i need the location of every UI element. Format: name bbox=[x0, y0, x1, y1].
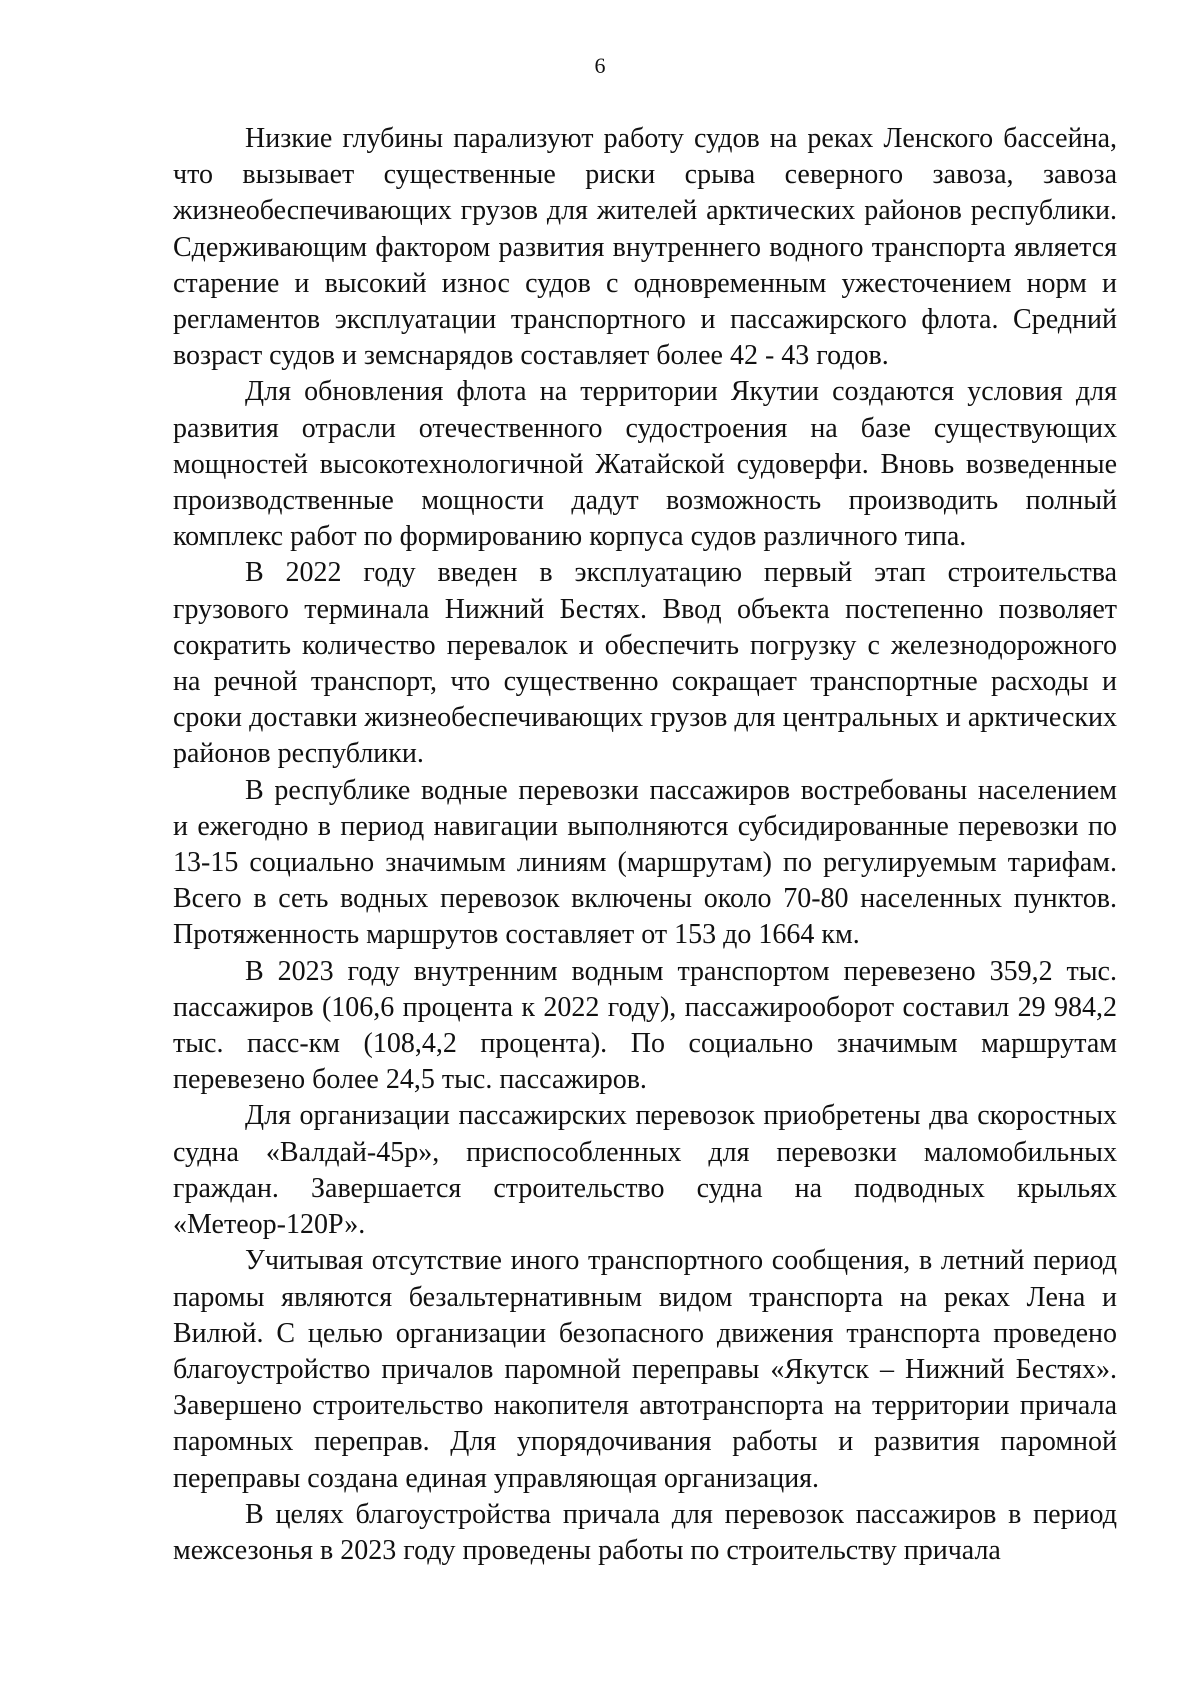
paragraph: В 2022 году введен в эксплуатацию первый этап строительства грузового терминала Нижний Бестях. Ввод объекта постепенно позволяет сократить количество перевалок и обеспечить погрузку с железнодорожного на речной транспорт, что существенно сокращает транспортные расходы и сроки доставки жизнеобеспечивающих грузов для центральных и арктических районов республики. bbox=[173, 557, 1117, 770]
paragraph: Для обновления флота на территории Якутии создаются условия для развития отрасли отечественного судостроения на базе существующих мощностей высокотехнологичной Жатайской судоверфи. Вновь возведенные производственные мощности дадут возможность производить полный комплекс работ по формированию корпуса судов различного типа. bbox=[173, 376, 1117, 553]
paragraph: В целях благоустройства причала для перевозок пассажиров в период межсезонья в 2023 году проведены работы по строительству причала bbox=[173, 1498, 1117, 1566]
body-text bbox=[173, 121, 1117, 1569]
paragraph: В 2023 году внутренним водным транспортом перевезено 359,2 тыс. пассажиров (106,6 процента к 2022 году), пассажирооборот составил 29 984,2 тыс. пасс-км (108,4,2 процента). По социально значимым маршрутам перевезено более 24,5 тыс. пассажиров. bbox=[173, 955, 1117, 1096]
page-number: 6 bbox=[594, 53, 606, 78]
paragraph: Учитывая отсутствие иного транспортного сообщения, в летний период паромы являются безальтернативным видом транспорта на реках Лена и Вилюй. С целью организации безопасного движения транспорта проведено благоустройство причалов паромной переправы «Якутск – Нижний Бестях». Завершено строительство накопителя автотранспорта на территории причала паромных переправ. Для упорядочивания работы и развития паромной переправы создана единая управляющая организация. bbox=[173, 1245, 1117, 1494]
paragraph: Для организации пассажирских перевозок приобретены два скоростных судна «Валдай-45р», приспособленных для перевозки маломобильных граждан. Завершается строительство судна на подводных крыльях «Метеор-120Р». bbox=[173, 1100, 1117, 1241]
paragraph: В республике водные перевозки пассажиров востребованы населением и ежегодно в период навигации выполняются субсидированные перевозки по 13-15 социально значимым линиям (маршрутам) по регулируемым тарифам. Всего в сеть водных перевозок включены около 70-80 населенных пунктов. Протяженность маршрутов составляет от 153 до 1664 км. bbox=[173, 774, 1117, 951]
paragraph: Низкие глубины парализуют работу судов на реках Ленского бассейна, что вызывает существенные риски срыва северного завоза, завоза жизнеобеспечивающих грузов для жителей арктических районов республики. Сдерживающим фактором развития внутреннего водного транспорта является старение и высокий износ судов с одновременным ужесточением норм и регламентов эксплуатации транспортного и пассажирского флота. Средний возраст судов и земснарядов составляет более 42 - 43 годов. bbox=[173, 123, 1117, 372]
